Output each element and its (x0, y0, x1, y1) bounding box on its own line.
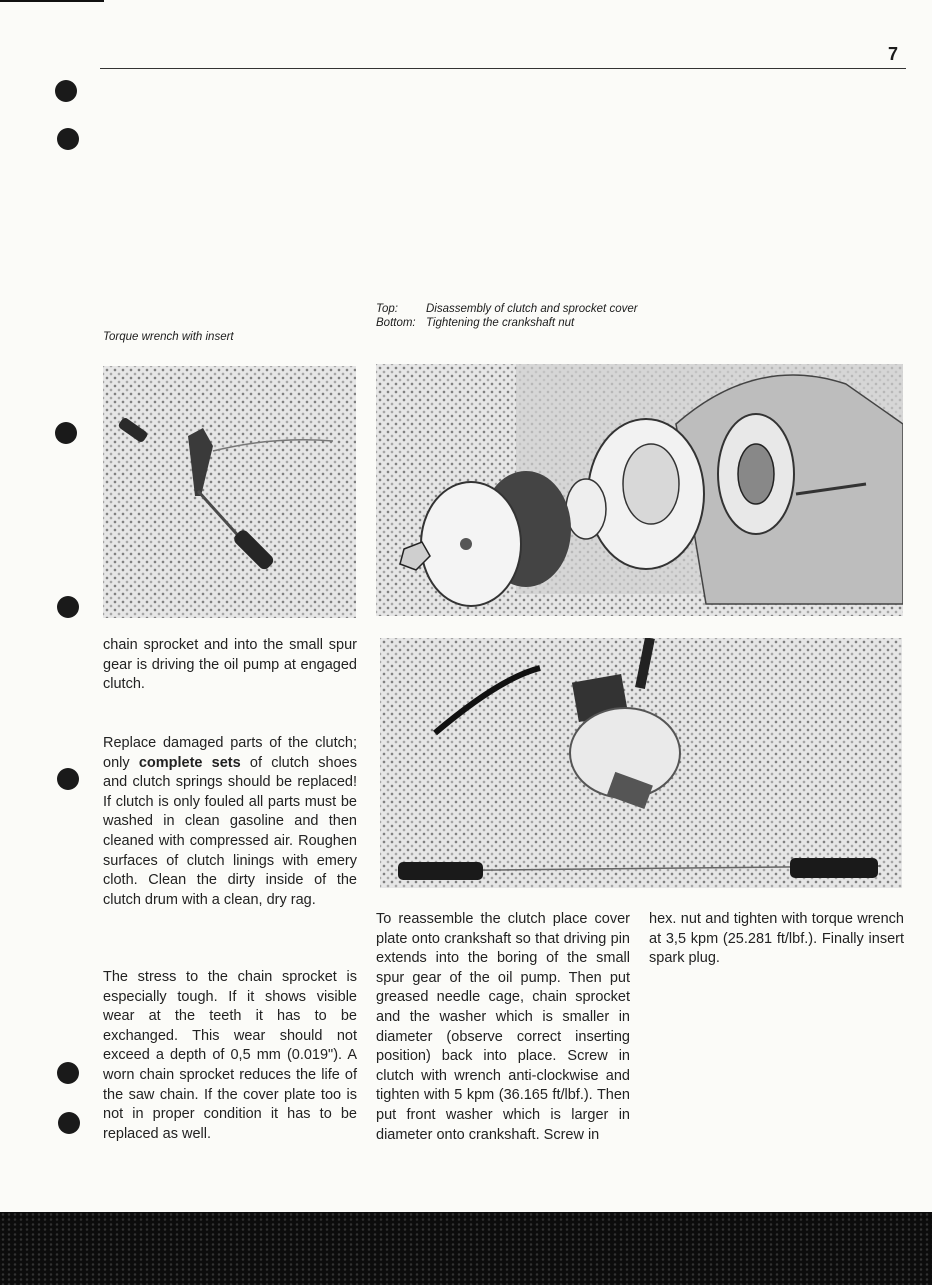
binder-hole (55, 422, 77, 444)
page-number: 7 (888, 44, 899, 64)
column1-paragraph3: The stress to the chain sprocket is especially tough. If it shows visible wear at the teeth it has to be exchanged. This wear should not exceed a depth of 0,5 mm (0.019"). A worn chain sprocket reduces the life of the saw chain. If the cover plate too is not in proper condition it has to be replaced as well. (103, 969, 357, 1142)
photo-clutch-disassembly (376, 364, 903, 616)
caption-top-key: Top: (376, 303, 398, 315)
caption-torque-wrench: Torque wrench with insert (103, 331, 234, 343)
binder-hole (57, 596, 79, 618)
p2-text-start: Replace damaged parts of the clutch; only (103, 735, 357, 771)
caption-top-text: Disassembly of clutch and sprocket cover (426, 303, 638, 315)
scan-bottom-edge (0, 1212, 932, 1285)
binder-hole (58, 1112, 80, 1134)
column3-paragraph: hex. nut and tighten with torque wrench at 3,5 kpm (25.281 ft/lbf.). Finally insert spark plug. (649, 911, 904, 967)
photo-torque-wrench (103, 366, 356, 618)
p2-text-end: of clutch shoes and clutch springs should be replaced! If clutch is only fouled all parts must be washed in clean gasoline and then cleaned with compressed air. Roughen surfaces of clutch linings with emery cloth. Clean the dirty inside of the clutch drum with a clean, dry rag. (103, 754, 357, 908)
column1-paragraph2 (103, 734, 357, 910)
caption-bottom-key: Bottom: (376, 317, 416, 329)
caption-bottom-text: Tightening the crankshaft nut (426, 317, 575, 329)
column2-paragraph: To reassemble the clutch place cover plate onto crankshaft so that driving pin extends into the boring of the small spur gear of the oil pump. Then put greased needle cage, chain sprocket and the washer which is smaller in diameter (observe correct inserting position) back into place. Screw in clutch with wrench anti-clockwise and tighten with 5 kpm (36.165 ft/lbf.). Then put front washer which is larger in diameter onto crankshaft. Screw in (376, 911, 630, 1143)
binder-hole (57, 128, 79, 150)
photo-tightening-crankshaft-nut (380, 638, 902, 888)
binder-hole (57, 768, 79, 790)
binder-hole (57, 1062, 79, 1084)
column1-paragraph1: chain sprocket and into the small spur gear is driving the oil pump at engaged clutch. (103, 637, 357, 693)
header-rule (100, 68, 906, 69)
top-edge-line (0, 0, 104, 2)
caption-clutch-photos (376, 302, 676, 330)
p2-bold-text: complete sets (138, 754, 241, 771)
binder-hole (55, 80, 77, 102)
